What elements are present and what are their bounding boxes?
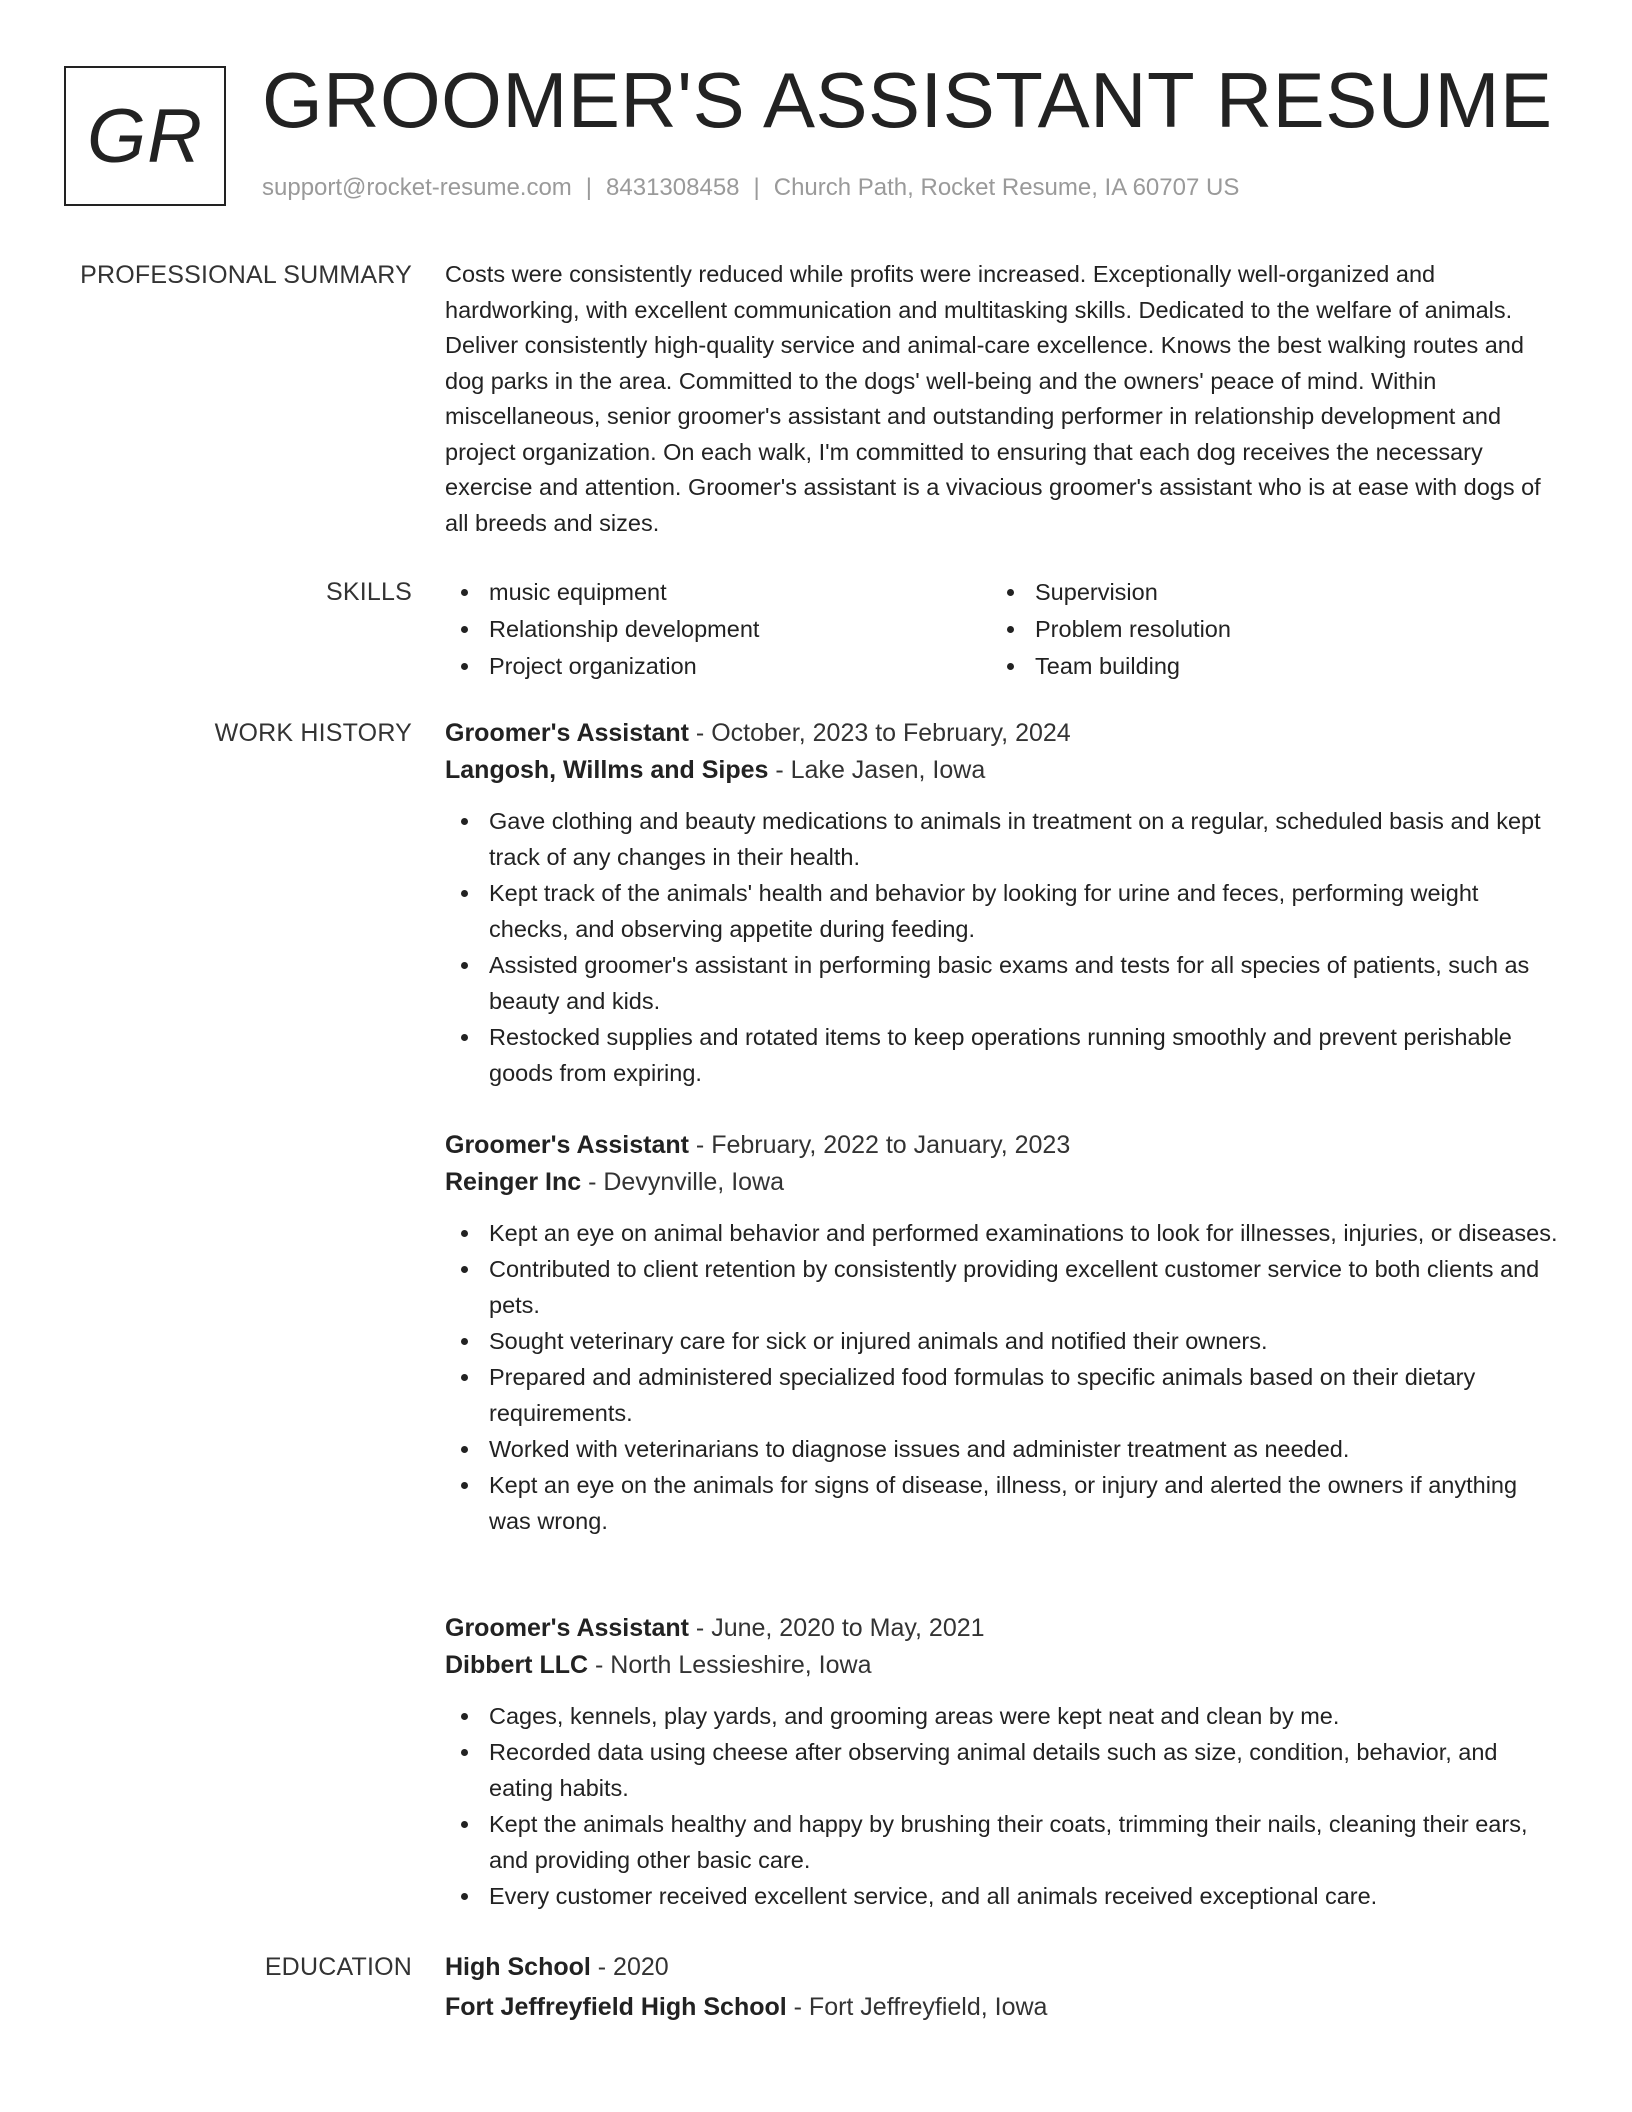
job-bullet: Sought veterinary care for sick or injured animals and notified their owners.: [445, 1323, 1560, 1359]
job-company-line: [445, 1164, 1560, 1201]
job-title: Groomer's Assistant: [445, 1131, 689, 1159]
education-degree: High School: [445, 1953, 591, 1981]
job-bullet: Gave clothing and beauty medications to animals in treatment on a regular, scheduled basis and kept track of any changes in their health.: [445, 803, 1560, 875]
contact-phone: 8431308458: [606, 174, 740, 201]
contact-address: Church Path, Rocket Resume, IA 60707 US: [773, 174, 1240, 201]
skills-column-right: [991, 574, 1537, 685]
summary-body: [445, 257, 1560, 541]
job-dates: - February, 2022 to January, 2023: [688, 1131, 1071, 1159]
contact-line: [262, 174, 1239, 202]
job-dates: - October, 2023 to February, 2024: [688, 719, 1071, 747]
contact-separator: |: [753, 174, 760, 201]
job-bullet: Contributed to client retention by consistently providing excellent customer service to both clients and pets.: [445, 1251, 1560, 1323]
education-school-line: [445, 1989, 1560, 2026]
job-body: [445, 1127, 1560, 1539]
job-company: Dibbert LLC: [445, 1651, 589, 1679]
section-label-summary: PROFESSIONAL SUMMARY: [80, 261, 412, 289]
job-bullet: Every customer received excellent service, and all animals received exceptional care.: [445, 1878, 1560, 1914]
job-bullet: Kept an eye on animal behavior and performed examinations to look for illnesses, injuries, or diseases.: [445, 1215, 1560, 1251]
job-company: Reinger Inc: [445, 1168, 582, 1196]
skills-grid: [445, 574, 1560, 685]
education-degree-line: [445, 1949, 1560, 1986]
job-bullet: Prepared and administered specialized food formulas to specific animals based on their dietary requirements.: [445, 1359, 1560, 1431]
job-title: Groomer's Assistant: [445, 1614, 689, 1642]
skill-item: Supervision: [991, 574, 1537, 611]
job-company: Langosh, Willms and Sipes: [445, 756, 769, 784]
monogram-badge: GR: [64, 66, 226, 206]
job-title: Groomer's Assistant: [445, 719, 689, 747]
section-label-skills: SKILLS: [326, 578, 412, 606]
job-bullets: [445, 1215, 1560, 1539]
resume-title: GROOMER'S ASSISTANT RESUME: [262, 56, 1553, 144]
job-dates: - June, 2020 to May, 2021: [688, 1614, 985, 1642]
job-bullet: Cages, kennels, play yards, and grooming areas were kept neat and clean by me.: [445, 1698, 1560, 1734]
skills-body: [445, 574, 1560, 685]
education-body: [445, 1949, 1560, 2026]
job-bullet: Restocked supplies and rotated items to keep operations running smoothly and prevent perishable goods from expiring.: [445, 1019, 1560, 1091]
skill-item: Problem resolution: [991, 611, 1537, 648]
job-bullet: Recorded data using cheese after observing animal details such as size, condition, behavior, and eating habits.: [445, 1734, 1560, 1806]
job-bullet: Assisted groomer's assistant in performing basic exams and tests for all species of patients, such as beauty and kids.: [445, 947, 1560, 1019]
job-body: [445, 1610, 1560, 1914]
education-school: Fort Jeffreyfield High School: [445, 1993, 787, 2021]
job-company-line: [445, 752, 1560, 789]
job-company-line: [445, 1647, 1560, 1684]
job-title-line: [445, 715, 1560, 752]
skills-column-left: [445, 574, 991, 685]
contact-separator: |: [585, 174, 593, 201]
job-bullet: Kept an eye on the animals for signs of disease, illness, or injury and alerted the owners if anything was wrong.: [445, 1467, 1560, 1539]
job-title-line: [445, 1610, 1560, 1647]
skill-item: Relationship development: [445, 611, 991, 648]
job-location: - North Lessieshire, Iowa: [588, 1651, 872, 1679]
skill-item: Project organization: [445, 648, 991, 685]
job-bullet: Kept track of the animals' health and behavior by looking for urine and feces, performing weight checks, and observing appetite during feeding.: [445, 875, 1560, 947]
job-bullets: [445, 803, 1560, 1091]
job-body: [445, 715, 1560, 1091]
skill-item: music equipment: [445, 574, 991, 611]
contact-email: support@rocket-resume.com: [262, 174, 572, 201]
section-label-work-history: WORK HISTORY: [214, 719, 412, 747]
job-bullet: Kept the animals healthy and happy by brushing their coats, trimming their nails, cleaning their ears, and providing other basic care.: [445, 1806, 1560, 1878]
summary-text: Costs were consistently reduced while profits were increased. Exceptionally well-organized and hardworking, with excellent communication and multitasking skills. Dedicated to the welfare of animals. Deliver consistently high-quality service and animal-care excellence. Knows the best walking routes and dog parks in the area. Committed to the dogs' well-being and the owners' peace of mind. Within miscellaneous, senior groomer's assistant and outstanding performer in relationship development and project organization. On each walk, I'm committed to ensuring that each dog receives the necessary exercise and attention. Groomer's assistant is a vivacious groomer's assistant who is at ease with dogs of all breeds and sizes.: [445, 261, 1541, 536]
job-bullets: [445, 1698, 1560, 1914]
job-location: - Lake Jasen, Iowa: [768, 756, 986, 784]
skill-item: Team building: [991, 648, 1537, 685]
job-location: - Devynville, Iowa: [581, 1168, 785, 1196]
job-title-line: [445, 1127, 1560, 1164]
job-bullet: Worked with veterinarians to diagnose issues and administer treatment as needed.: [445, 1431, 1560, 1467]
education-location: - Fort Jeffreyfield, Iowa: [786, 1993, 1048, 2021]
education-year: - 2020: [590, 1953, 669, 1981]
section-label-education: EDUCATION: [264, 1953, 412, 1981]
